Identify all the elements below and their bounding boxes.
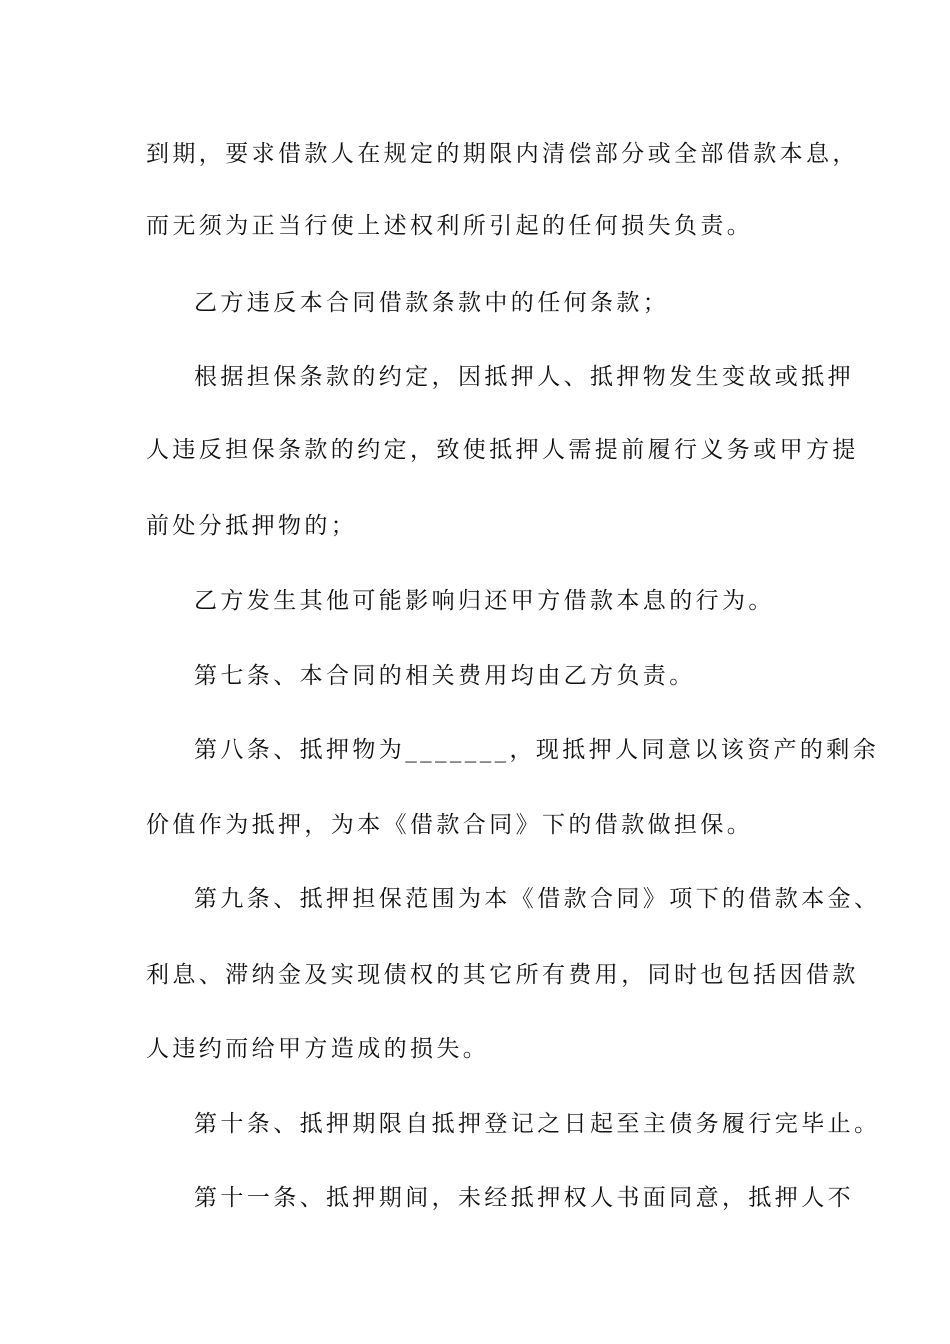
text-line: 利息、滞纳金及实现债权的其它所有费用，同时也包括因借款 <box>146 962 859 988</box>
text-line: 前处分抵押物的； <box>146 513 358 539</box>
text-line: 第八条、抵押物为_______，现抵押人同意以该资产的剩余 <box>194 737 880 763</box>
text-line: 根据担保条款的约定，因抵押人、抵押物发生变故或抵押 <box>194 364 854 390</box>
text-line: 第九条、抵押担保范围为本《借款合同》项下的借款本金、 <box>194 886 881 912</box>
text-line: 乙方发生其他可能影响归还甲方借款本息的行为。 <box>194 588 775 614</box>
text-line: 到期，要求借款人在规定的期限内清偿部分或全部借款本息， <box>146 141 859 167</box>
text-line: 人违约而给甲方造成的损失。 <box>146 1036 490 1062</box>
text-line: 第七条、本合同的相关费用均由乙方负责。 <box>194 663 696 689</box>
text-line: 价值作为抵押，为本《借款合同》下的借款做担保。 <box>146 812 754 838</box>
text-line: 第十条、抵押期限自抵押登记之日起至主债务履行完毕止。 <box>194 1111 881 1137</box>
text-line: 人违反担保条款的约定，致使抵押人需提前履行义务或甲方提 <box>146 437 859 463</box>
text-line: 而无须为正当行使上述权利所引起的任何损失负责。 <box>146 213 754 239</box>
text-line: 乙方违反本合同借款条款中的任何条款； <box>194 290 670 316</box>
text-line: 第十一条、抵押期间，未经抵押权人书面同意，抵押人不 <box>194 1185 854 1211</box>
